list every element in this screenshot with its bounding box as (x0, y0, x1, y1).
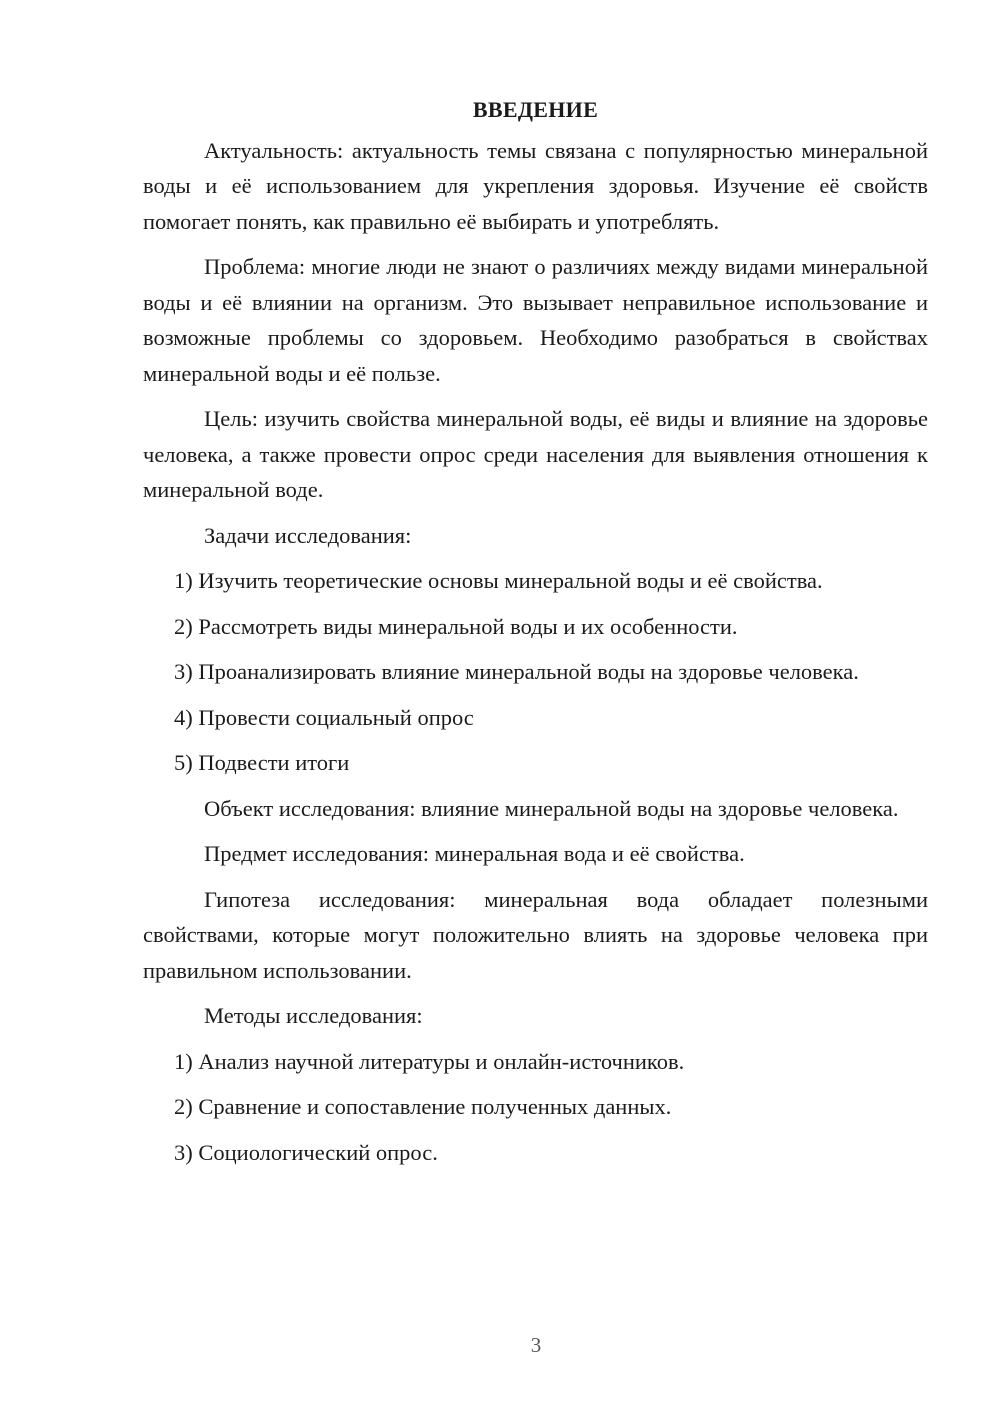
method-item-1: 1) Анализ научной литературы и онлайн-источников. (174, 1048, 685, 1074)
task-item-4: 4) Провести социальный опрос (174, 704, 474, 730)
page-content (143, 92, 928, 1180)
method-item-2: 2) Сравнение и сопоставление полученных данных. (174, 1094, 672, 1119)
task-item-3: 3) Проанализировать влияние минеральной воды на здоровье человека. (174, 659, 859, 684)
task-item-1: 1) Изучить теоретические основы минеральной воды и её свойства. (174, 568, 823, 593)
method-item-3: 3) Социологический опрос. (174, 1139, 438, 1165)
page-number: 3 (530, 1333, 542, 1357)
problem-paragraph: Проблема: многие люди не знают о различиях между видами минеральной воды и её влиянии на организм. Это вызывает неправильное использование и возможные проблемы со здоровьем. Необходимо разобраться в свойствах минеральной воды и её пользе. (143, 254, 928, 386)
tasks-title: Задачи исследования: (204, 522, 412, 548)
page-title: ВВЕДЕНИЕ (472, 97, 599, 122)
methods-title: Методы исследования: (204, 1003, 423, 1028)
relevance-paragraph: Актуальность: актуальность темы связана с популярностью минеральной воды и её использованием для укрепления здоровья. Изучение её свойств помогает понять, как правильно её выбирать и употреблять. (143, 137, 928, 234)
task-item-2: 2) Рассмотреть виды минеральной воды и их особенности. (174, 613, 738, 639)
subject-paragraph: Предмет исследования: минеральная вода и её свойства. (204, 841, 745, 866)
goal-paragraph: Цель: изучить свойства минеральной воды, её виды и влияние на здоровье человека, а также провести опрос среди населения для выявления отношения к минеральной воде. (143, 406, 928, 502)
task-item-5: 5) Подвести итоги (174, 750, 350, 775)
object-paragraph: Объект исследования: влияние минеральной воды на здоровье человека. (204, 795, 899, 821)
hypothesis-paragraph: Гипотеза исследования: минеральная вода обладает полезными свойствами, которые могут положительно влиять на здоровье человека при правильном использовании. (143, 886, 928, 983)
